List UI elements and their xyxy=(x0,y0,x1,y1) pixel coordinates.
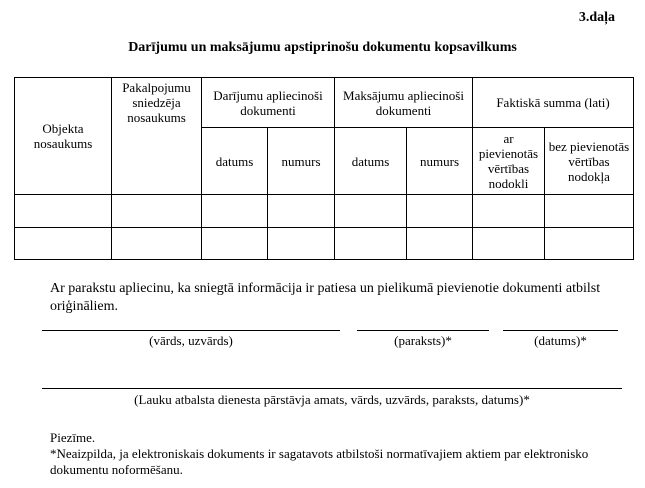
summary-table xyxy=(14,77,634,260)
table-cell[interactable] xyxy=(545,228,634,260)
subheader-without-vat: bez pievienotās vērtības nodokļa xyxy=(545,128,634,195)
header-service-provider: Pakalpojumu sniedzēja nosaukums xyxy=(112,78,202,195)
signature-caption: (paraksts)* xyxy=(394,333,452,348)
table-cell[interactable] xyxy=(15,195,112,228)
table-cell[interactable] xyxy=(407,228,473,260)
subheader-with-vat: ar pievienotās vērtības nodokli xyxy=(473,128,545,195)
name-caption: (vārds, uzvārds) xyxy=(149,333,233,348)
note-heading: Piezīme. xyxy=(50,430,96,445)
table-row xyxy=(15,228,634,260)
table-cell[interactable] xyxy=(202,195,268,228)
table-row xyxy=(15,195,634,228)
subheader-number-1: numurs xyxy=(268,128,335,195)
table-cell[interactable] xyxy=(473,228,545,260)
table-cell[interactable] xyxy=(335,195,407,228)
subheader-date-1: datums xyxy=(202,128,268,195)
part-label: 3.daļa xyxy=(578,10,615,25)
header-payment-docs: Maksājumu apliecinoši dokumenti xyxy=(335,78,473,128)
table-cell[interactable] xyxy=(112,228,202,260)
table-cell[interactable] xyxy=(407,195,473,228)
table-cell[interactable] xyxy=(15,228,112,260)
agency-caption: (Lauku atbalsta dienesta pārstāvja amats, vārds, uzvārds, paraksts, datums)* xyxy=(134,392,530,407)
table-cell[interactable] xyxy=(545,195,634,228)
table-cell[interactable] xyxy=(473,195,545,228)
header-transaction-docs: Darījumu apliecinoši dokumenti xyxy=(202,78,335,128)
header-object-name: Objekta nosaukums xyxy=(15,78,112,195)
table-cell[interactable] xyxy=(268,195,335,228)
note-text: *Neaizpilda, ja elektroniskais dokuments ir sagatavots atbilstoši normatīvajiem aktiem par elektronisko dokumentu noformēšanu. xyxy=(50,446,589,477)
header-actual-sum: Faktiskā summa (lati) xyxy=(473,78,634,128)
subheader-date-2: datums xyxy=(335,128,407,195)
signature-line[interactable] xyxy=(357,330,489,331)
subheader-number-2: numurs xyxy=(407,128,473,195)
agency-signature-line[interactable] xyxy=(42,388,622,389)
table-header-row xyxy=(15,78,634,128)
note-section xyxy=(50,430,630,478)
table-cell[interactable] xyxy=(202,228,268,260)
table-cell[interactable] xyxy=(268,228,335,260)
date-signature-line[interactable] xyxy=(503,330,618,331)
table-cell[interactable] xyxy=(335,228,407,260)
table-cell[interactable] xyxy=(112,195,202,228)
document-title: Darījumu un maksājumu apstiprinošu dokumentu kopsavilkums xyxy=(128,40,517,55)
statement-text: Ar parakstu apliecinu, ka sniegtā informācija ir patiesa un pielikumā pievienotie dokumenti atbilst oriģināliem. xyxy=(50,281,601,314)
date-caption: (datums)* xyxy=(534,333,587,348)
name-signature-line[interactable] xyxy=(42,330,340,331)
